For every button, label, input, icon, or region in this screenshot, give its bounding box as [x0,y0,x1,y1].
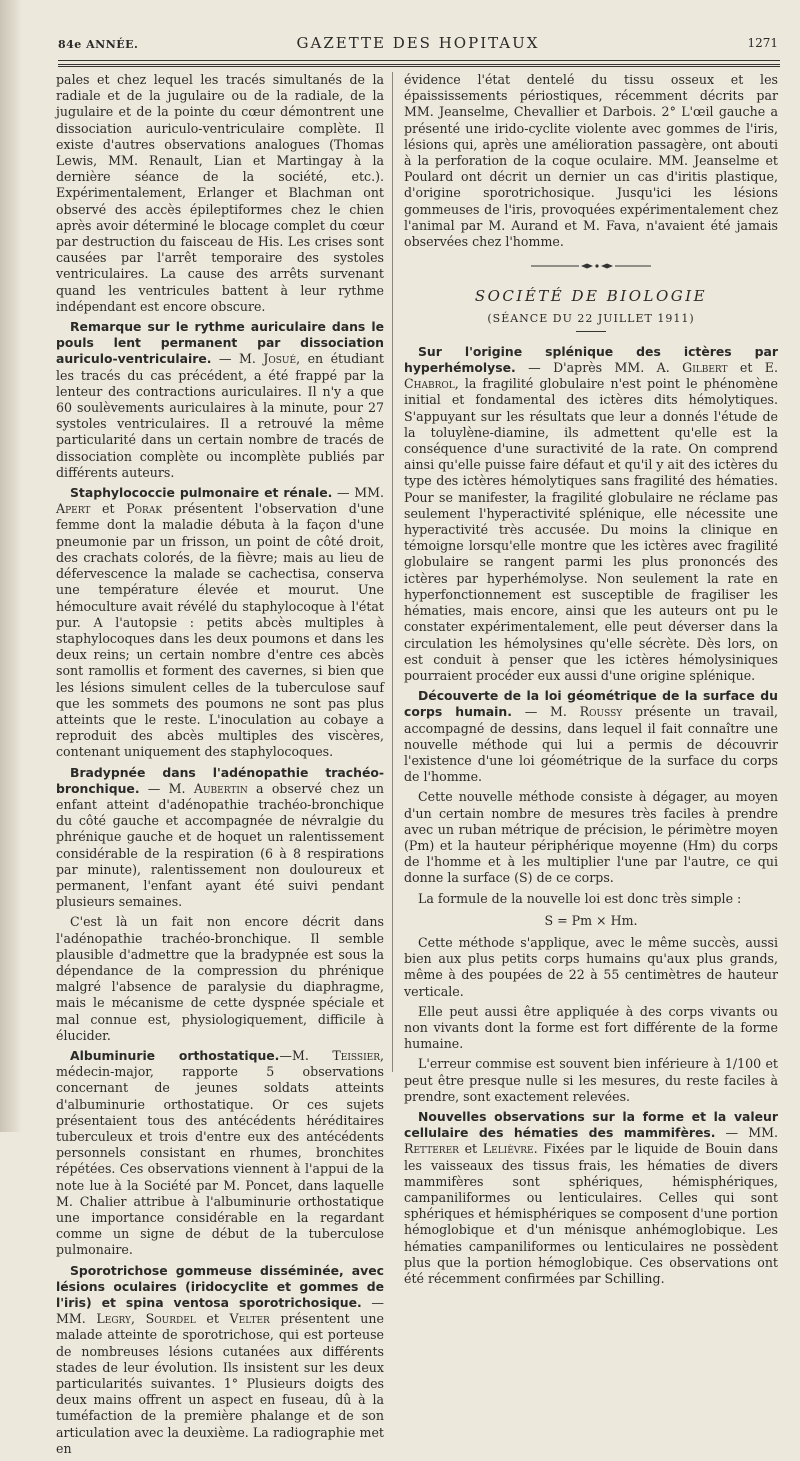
article-paragraph: La formule de la nouvelle loi est donc très simple : [418,890,742,906]
author-name: Retterer [404,1141,459,1157]
author-name: Gilbert [682,360,728,376]
article-text: . Fixées par le liquide de Bouin dans les vaisseaux des tissus frais, les hématies de divers mammifères sont sphériques, hémisphériques, campaniliformes ou lenticulaires. Celles qui sont sphériques et hémisphériques se composent d'une portion hémoglobique et d'un ménisque anhémoglobique. Les hématies campaniliformes ou lenticulaires ne possèdent plus que la portion hémoglobique. Ces observations ont été récemment confirmées par Schilling. [404,1141,778,1287]
article-bradypnee: Bradypnée dans l'adénopathie trachéo-bronchique. — M. Aubertin a observé chez un enfant atteint d'adénopathie trachéo-bronchique du côté gauche et accompagnée de névralgie du phrénique gauche et de hoquet un ralentissement considérable de la respiration (6 à 8 respirations par minute), ralentissement non douloureux et permanent, l'enfant ayant été suivi pendant plusieurs semaines. [56,764,384,910]
short-rule [576,331,606,332]
continued-paragraph: pales et chez lequel les tracés simultanés de la radiale et de la jugulaire ou de la radiale, de la jugulaire et de la pointe du cœur démontrent une dissociation auriculo-ventriculaire complète. Il existe d'autres observations analogues (Thomas Lewis, MM. Renault, Lian et Martingay à la dernière séance de la société, etc.). Expérimentalement, Erlanger et Blachman ont observé des accès épileptiformes chez le chien après avoir déterminé le blocage complet du cœur par destruction du faisceau de His. Les crises sont causées par l'arrêt temporaire des systoles ventriculaires. La cause des arrêts survenant quand les ventricules battent à leur rythme indépendant est encore obscure. [56,72,384,314]
left-column [56,72,384,1461]
article-text: présentent une malade atteinte de sporotrichose, qui est porteuse de nombreuses lésions cutanées aux différents stades de leur évolution. Ils insistent sur les deux particularités suivantes. 1° Plusieurs doigts des deux mains offrent un aspect en fuseau, dû à la tuméfaction de la première phalange et de son articulation avec la deuxième. La radiographie met en [56,1311,384,1456]
article-heading: Remarque sur le rythme auriculaire dans le pouls lent permanent par dissociation auriculo-ventriculaire. [56,319,384,367]
article-paragraph: Cette méthode s'applique, avec le même succès, aussi bien aux plus petits corps humains qu'aux plus grands, même à des poupées de 22 à 55 centimètres de hauteur verticale. [404,934,778,999]
author-name: Apert [56,501,91,517]
article-text: a observé chez un enfant atteint d'adénopathie trachéo-bronchique du côté gauche et accompagnée de névralgie du phrénique gauche et de hoquet un ralentissement considérable de la respiration (6 à 8 respirations par minute), ralentissement non douloureux et permanent, l'enfant ayant été suivi pendant plusieurs semaines. [56,780,384,910]
article-heading: Staphylococcie pulmonaire et rénale. [70,485,333,501]
author-name: Lelièvre [482,1141,534,1157]
article-text: présentent l'observation d'une femme dont la maladie débuta à la façon d'une pneumonie par un frisson, un point de côté droit, des crachats colorés, de la fièvre; mais au lieu de défervescence la malade se cachectisa, conserva une température élevée et mourut. Une hémoculture avait révélé du staphylocoque à l'état pur. A l'autopsie : petits abcès multiples à staphylocoques dans les deux poumons et dans les deux reins; un certain nombre d'entre ces abcès sont ramollis et forment des cavernes, si bien que les lésions simulent celles de la tuberculose sauf que les sommets des poumons ne sont pas plus atteints que le reste. L'inoculation au cobaye a reproduit des abcès multiples des viscères, contenant uniquement des staphylocoques. [56,501,384,760]
author-name: Porak [126,501,163,517]
author-name: Chabrol [404,376,455,392]
article-heading: Sporotrichose gommeuse disséminée, avec lésions oculaires (iridocyclite et gommes de l'iris) et spina ventosa sporotrichosique. [56,1262,384,1311]
article-heading: Sur l'origine splénique des ictères par hyperhémolyse. [404,343,778,376]
header-double-rule [58,64,780,69]
article-sporotrichose: Sporotrichose gommeuse disséminée, avec lésions oculaires (iridocyclite et gommes de l'iris) et spina ventosa sporotrichosique. — MM. Legry, Sourdel et Velter présentent une malade atteinte de sporotrichose, qui est porteuse de nombreuses lésions cutanées aux différents stades de leur évolution. Ils insistent sur les deux particularités suivantes. 1° Plusieurs doigts des deux mains offrent un aspect en fuseau, dû à la tuméfaction de la première phalange et de son articulation avec la deuxième. La radiographie met en [56,1262,384,1456]
session-date: (SÉANCE DU 22 JUILLET 1911) [487,311,695,325]
ornament-icon [531,262,651,270]
article-paragraph: Elle peut aussi être appliquée à des corps vivants ou non vivants dont la forme est fort différente de la forme humaine. [404,1003,778,1052]
article-text: , en étudiant les tracés du cas précédent, a été frappé par la lenteur des contractions auriculaires. Il n'y a que 60 soulèvements auriculaires à la minute, pour 27 systoles ventriculaires. Il a retrouvé la même particularité dans un certain nombre de tracés de dissociation complète ou incomplète publiés par différents auteurs. [56,351,384,480]
running-header [58,34,778,54]
author-name: Velter [229,1311,270,1327]
article-text: , la fragilité globulaire n'est point le phénomène initial et fondamental des ictères dits hémolytiques. S'appuyant sur les résultats que leur a donnés l'étude de la toluylène-diamine, ils admettent qu'elle est la conséquence d'une suractivité de la rate. On comprend ainsi qu'elle puisse faire défaut et qu'il y ait des ictères du type des ictères hémolytiques sans fragilité des hématies. Pour se manifester, la fragilité globulaire ne réclame pas seulement l'hyperactivité splénique, elle nécessite une hyperactivité très accusée. Du moins la clinique en témoigne lorsqu'elle montre que les ictères avec fragilité globulaire se rangent parmi les plus prononcés des ictères par hyperhémolyse. Non seulement la rate en hyperfonctionnement est susceptible de fragiliser les hématies, mais encore, ainsi que les auteurs ont pu le constater expérimentalement, elle peut déverser dans la circulation les hémolysines qu'elle sécrète. Dès lors, on est conduit à penser que les ictères hémolysiniques pourraient procéder eux aussi d'une origine splénique. [404,376,778,683]
volume-year: 84e ANNÉE. [58,38,139,51]
article-staphylococcie: Staphylococcie pulmonaire et rénale. — MM. Apert et Porak présentent l'observation d'une femme dont la maladie débuta à la façon d'une pneumonie par un frisson, un point de côté droit, des crachats colorés, de la fièvre; mais au lieu de défervescence la malade se cachectisa, conserva une température élevée et mourut. Une hémoculture avait révélé du staphylocoque à l'état pur. A l'autopsie : petits abcès multiples à staphylocoques dans les deux poumons et dans les deux reins; un certain nombre d'entre ces abcès sont ramollis et forment des cavernes, si bien que les lésions simulent celles de la tuberculose sauf que les sommets des poumons ne sont pas plus atteints que le reste. L'inoculation au cobaye a reproduit des abcès multiples des viscères, contenant uniquement des staphylocoques. [56,485,384,760]
author-name: Legry [96,1311,131,1327]
article-albuminurie: Albuminurie orthostatique.—M. Teissier, médecin-major, rapporte 5 observations concernant de jeunes soldats atteints d'albuminurie orthostatique. Or ces sujets présentaient tous des antécédents héréditaires tuberculeux et trois d'entre eux des antécédents personnels consistant en rhumes, bronchites répétées. Ces observations viennent à l'appui de la note lue à la Société par M. Poncet, dans laquelle M. Chalier attribue à l'albuminurie orthostatique une importance considérable en la regardant comme un signe de début de la tuberculose pulmonaire. [56,1047,384,1258]
page-number: 1271 [747,36,778,50]
header-rule [58,60,780,61]
article-loi-geometrique: Découverte de la loi géométrique de la surface du corps humain. — M. Roussy présente un travail, accompagné de dessins, dans lequel il fait connaître une nouvelle méthode qui lui a permis de découvrir l'existence d'une loi géométrique de la surface du corps de l'homme. [404,688,778,785]
continued-paragraph: évidence l'état dentelé du tissu osseux et les épaississements périostiques, récemment décrits par MM. Jeanselme, Chevallier et Darbois. 2° L'œil gauche a présenté une irido-cyclite violente avec gommes de l'iris, lésions qui, après une amélioration passagère, ont abouti à la perforation de la coque oculaire. MM. Jeanselme et Poulard ont décrit un dernier un cas d'iritis plastique, d'origine sporotrichosique. Jusqu'ici les lésions gommeuses de l'iris, provoquées expérimentalement chez l'animal par M. Aurand et M. Fava, n'avaient été jamais observées chez l'homme. [404,72,778,250]
article-heading: Albuminurie orthostatique. [70,1047,280,1063]
formula: S = Pm × Hm. [544,912,638,928]
page-spine-shadow [0,0,22,1132]
article-heading: Nouvelles observations sur la forme et la valeur cellulaire des hématies des mammifères. [404,1108,778,1141]
author-name: Teissier [332,1047,380,1063]
society-title: SOCIÉTÉ DE BIOLOGIE [474,287,708,306]
author-name: Roussy [579,704,623,720]
article-text: présente un travail, accompagné de dessins, dans lequel il fait connaître une nouvelle méthode qui lui a permis de découvrir l'existence d'une loi géométrique de la surface du corps de l'homme. [404,704,778,785]
article-paragraph: L'erreur commise est souvent bien inférieure à 1/100 et peut être presque nulle si les mesures, du reste faciles à prendre, sont exactement relevées. [404,1056,778,1104]
author-name: Josué [263,351,297,367]
article-paragraph: C'est là un fait non encore décrit dans l'adénopathie trachéo-bronchique. Il semble plausible d'admettre que la bradypnée est sous la dépendance de la compression du phrénique malgré l'absence de paralysie du diaphragme, mais le mécanisme de cette dyspnée spéciale et mal connue est, physiologiquement, difficile à élucider. [56,914,384,1043]
author-name: Aubertin [193,780,248,796]
article-heading: Découverte de la loi géométrique de la surface du corps humain. [404,688,778,720]
column-divider [392,72,393,1072]
article-hematies: Nouvelles observations sur la forme et la valeur cellulaire des hématies des mammifères. — MM. Retterer et Lelièvre. Fixées par le liquide de Bouin dans les vaisseaux des tissus frais, les hématies de divers mammifères sont sphériques, hémisphériques, campaniliformes ou lenticulaires. Celles qui sont sphériques et hémisphériques se composent d'une portion hémoglobique et d'un ménisque anhémoglobique. Les hématies campaniliformes ou lenticulaires ne possèdent plus que la portion hémoglobique. Ces observations ont été récemment confirmées par Schilling. [404,1108,778,1287]
article-heading: Bradypnée dans l'adénopathie trachéo-bronchique. [56,764,384,796]
article-ictere: Sur l'origine splénique des ictères par hyperhémolyse. — D'après MM. A. Gilbert et E. Chabrol, la fragilité globulaire n'est point le phénomène initial et fondamental des ictères dits hémolytiques. S'appuyant sur les résultats que leur a donnés l'étude de la toluylène-diamine, ils admettent qu'elle est la conséquence d'une suractivité de la rate. On comprend ainsi qu'elle puisse faire défaut et qu'il y ait des ictères du type des ictères hémolytiques sans fragilité des hématies. Pour se manifester, la fragilité globulaire ne réclame pas seulement l'hyperactivité splénique, elle nécessite une hyperactivité très accusée. Du moins la clinique en témoigne lorsqu'elle montre que les ictères avec fragilité globulaire se rangent parmi les plus prononcés des ictères par hyperhémolyse. Non seulement la rate en hyperfonctionnement est susceptible de fragiliser les hématies, mais encore, ainsi que les auteurs ont pu le constater expérimentalement, elle peut déverser dans la circulation les hémolysines qu'elle sécrète. Dès lors, on est conduit à penser que les ictères hémolysiniques pourraient procéder eux aussi d'une origine splénique. [404,343,778,683]
author-name: Sourdel [145,1311,196,1327]
article-rythme-auriculaire: Remarque sur le rythme auriculaire dans le pouls lent permanent par dissociation auriculo-ventriculaire. — M. Josué, en étudiant les tracés du cas précédent, a été frappé par la lenteur des contractions auriculaires. Il n'y a que 60 soulèvements auriculaires à la minute, pour 27 systoles ventriculaires. Il a retrouvé la même particularité dans un certain nombre de tracés de dissociation complète ou incomplète publiés par différents auteurs. [56,319,384,480]
article-text: , médecin-major, rapporte 5 observations concernant de jeunes soldats atteints d'albuminurie orthostatique. Or ces sujets présentaient tous des antécédents héréditaires tuberculeux et trois d'entre eux des antécédents personnels consistant en rhumes, bronchites répétées. Ces observations viennent à l'appui de la note lue à la Société par M. Poncet, dans laquelle M. Chalier attribue à l'albuminurie orthostatique une importance considérable en la regardant comme un signe de début de la tuberculose pulmonaire. [56,1047,384,1258]
article-paragraph: Cette nouvelle méthode consiste à dégager, au moyen d'un certain nombre de mesures très faciles à prendre avec un ruban métrique de précision, le périmètre moyen (Pm) et la hauteur périphérique moyenne (Hm) du corps de l'homme et à les multiplier l'une par l'autre, ce qui donne la surface (S) de ce corps. [404,789,778,886]
right-column [404,72,778,1291]
ornamental-rule [404,258,778,274]
journal-title: GAZETTE DES HOPITAUX [296,34,540,52]
